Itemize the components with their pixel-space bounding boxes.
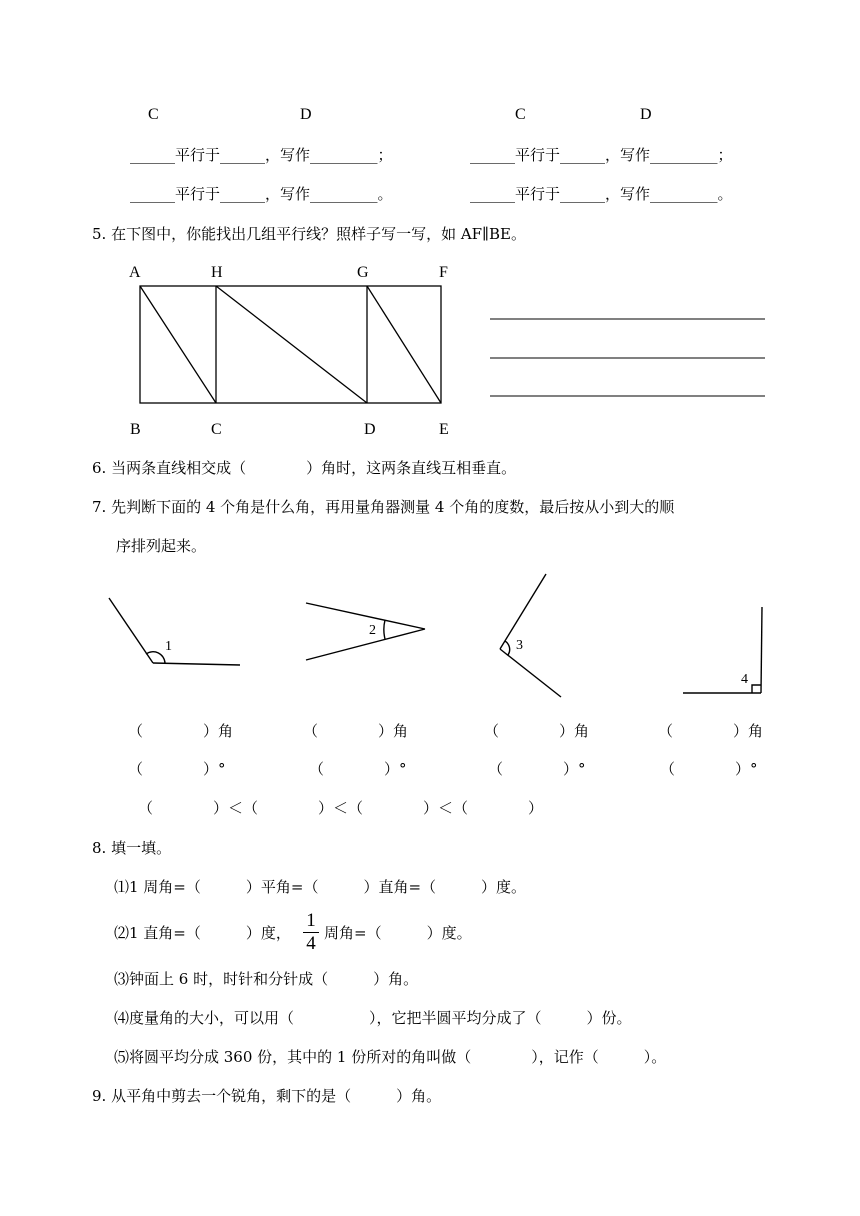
question-7-line-2: 序排列起来。 bbox=[116, 537, 207, 555]
point-label-c: C bbox=[211, 421, 222, 438]
angle-label-2: 2 bbox=[369, 623, 376, 638]
point-label-g: G bbox=[357, 264, 369, 281]
question-8-title: 8. 填一填。 bbox=[92, 839, 172, 857]
segment-ge bbox=[367, 286, 441, 403]
question-9-text: 9. 从平角中剪去一个锐角，剩下的是（ ）角。 bbox=[92, 1087, 442, 1105]
segment-hd bbox=[216, 286, 367, 403]
angle-label-3: 3 bbox=[516, 638, 523, 653]
angle-label-4: 4 bbox=[741, 672, 748, 687]
point-label-e: E bbox=[439, 421, 449, 438]
angle-2 bbox=[306, 603, 425, 660]
angle-4-type-blank: （ ）角 bbox=[658, 722, 764, 740]
question-5-text: 5. 在下图中，你能找出几组平行线？照样子写一写，如 AF∥BE。 bbox=[92, 225, 526, 243]
angle-label-1: 1 bbox=[165, 639, 172, 654]
angle-4 bbox=[683, 607, 762, 693]
angle-2-degree-blank: （ ）° bbox=[309, 760, 407, 778]
label-d-left: D bbox=[300, 106, 312, 123]
fraction-one-quarter bbox=[303, 911, 319, 954]
question-8-item-4: ⑷度量角的大小，可以用（ ），它把半圆平均分成了（ ）份。 bbox=[114, 1009, 632, 1027]
angle-1 bbox=[109, 598, 240, 665]
point-label-d: D bbox=[364, 421, 376, 438]
label-d-right: D bbox=[640, 106, 652, 123]
angle-1-degree-blank: （ ）° bbox=[128, 760, 226, 778]
point-label-a: A bbox=[129, 264, 141, 281]
segment-ac bbox=[140, 286, 216, 403]
angle-3-degree-blank: （ ）° bbox=[488, 760, 586, 778]
parallel-row-1-right: ______平行于______，写作_________； bbox=[470, 146, 733, 164]
point-label-f: F bbox=[439, 264, 448, 281]
fraction-numerator: 1 bbox=[306, 910, 316, 931]
fraction-denominator: 4 bbox=[306, 933, 316, 954]
angle-1-type-blank: （ ）角 bbox=[128, 722, 234, 740]
angle-3 bbox=[500, 574, 561, 697]
question-7-line-1: 7. 先判断下面的 4 个角是什么角，再用量角器测量 4 个角的度数，最后按从小到大的顺 bbox=[92, 498, 675, 516]
angle-4-degree-blank: （ ）° bbox=[660, 760, 758, 778]
question-6-text: 6. 当两条直线相交成（ ）角时，这两条直线互相垂直。 bbox=[92, 459, 517, 477]
point-label-b: B bbox=[130, 421, 141, 438]
angle-2-type-blank: （ ）角 bbox=[303, 722, 409, 740]
parallel-row-2-left: ______平行于______，写作_________。 bbox=[130, 185, 393, 203]
label-c-right: C bbox=[515, 106, 526, 123]
answer-lines bbox=[490, 319, 765, 396]
parallel-row-2-right: ______平行于______，写作_________。 bbox=[470, 185, 733, 203]
point-label-h: H bbox=[211, 264, 223, 281]
angle-order-row: （ ）＜（ ）＜（ ）＜（ ） bbox=[138, 799, 544, 817]
question-8-item-5: ⑸将圆平均分成 360 份，其中的 1 份所对的角叫做（ ），记作（ ）。 bbox=[114, 1048, 667, 1066]
question-8-item-2b: 周角=（ ）度。 bbox=[324, 924, 472, 942]
angle-3-type-blank: （ ）角 bbox=[484, 722, 590, 740]
parallel-row-1-left: ______平行于______，写作_________； bbox=[130, 146, 393, 164]
question-8-item-2a: ⑵1 直角=（ ）度， bbox=[114, 924, 291, 942]
parallel-lines-figure bbox=[140, 286, 441, 403]
label-c-left: C bbox=[148, 106, 159, 123]
question-8-item-3: ⑶钟面上 6 时，时针和分针成（ ）角。 bbox=[114, 970, 419, 988]
question-8-item-1: ⑴1 周角=（ ）平角=（ ）直角=（ ）度。 bbox=[114, 878, 527, 896]
